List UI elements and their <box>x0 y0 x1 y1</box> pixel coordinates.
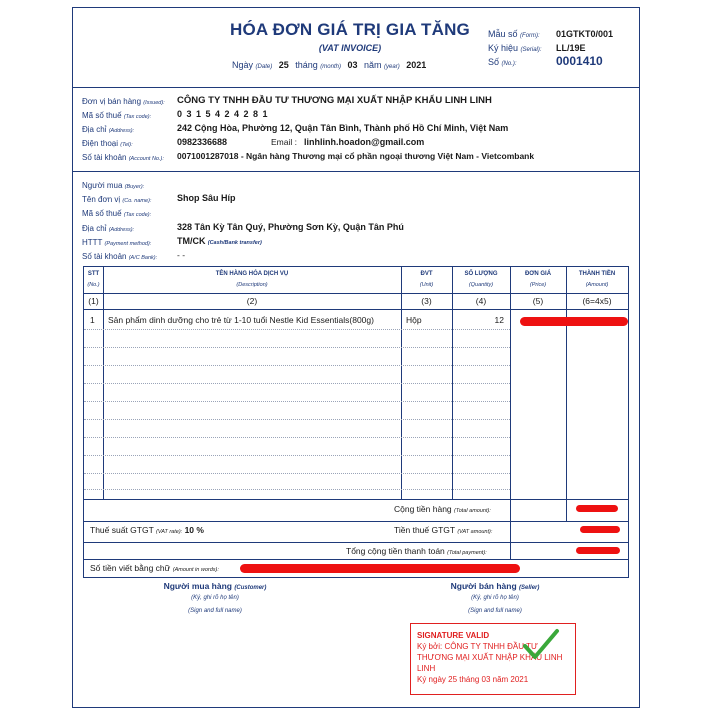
vat-rate-value: 10 % <box>184 525 204 535</box>
seller-divider <box>73 171 639 172</box>
th-amount-en: (Amount) <box>585 282 609 288</box>
redaction-mark <box>520 317 628 326</box>
buyer-company-label: Tên đơn vị <box>82 195 121 204</box>
redaction-mark <box>576 547 620 554</box>
date-label-en: (Date) <box>255 64 273 70</box>
total-label-text: Tổng cộng tiền thanh toán <box>346 546 445 556</box>
th-amount <box>566 271 628 288</box>
invoice-date <box>232 60 430 70</box>
colnum-1: (1) <box>88 296 99 306</box>
vat-amount-label-text: Tiền thuế GTGT <box>394 525 455 535</box>
year-label: năm <box>364 60 382 70</box>
vat-line <box>84 521 628 522</box>
header-divider <box>73 87 639 88</box>
buyer-payment-value-row <box>177 236 262 246</box>
row-dotline <box>84 437 510 438</box>
th-price-en: (Price) <box>529 282 547 288</box>
buyer-payment-label-en: (Payment method): <box>104 241 152 247</box>
serial-label-en: (Serial): <box>520 47 542 53</box>
seller-account-row <box>82 153 164 162</box>
th-price-vi: ĐƠN GIÁ <box>524 271 552 277</box>
form-value: 01GTKT0/001 <box>556 29 614 39</box>
check-icon <box>522 628 560 662</box>
buyer-account-label: Số tài khoản <box>82 252 127 261</box>
seller-account-value-row <box>177 151 534 161</box>
redaction-mark <box>240 564 520 573</box>
item-description: Sản phẩm dinh dưỡng cho trẻ từ 1-10 tuổi Nestle Kid Essentials(800g) <box>108 315 374 325</box>
no-label <box>488 57 517 67</box>
row-dotline <box>84 419 510 420</box>
seller-address-value: 242 Cộng Hòa, Phường 12, Quận Tân Bình, Thành phố Hồ Chí Minh, Việt Nam <box>177 123 509 133</box>
seller-account-label: Số tài khoản <box>82 153 127 162</box>
buyer-tax-label: Mã số thuế <box>82 209 122 218</box>
th-unit-en: (Unit) <box>419 282 434 288</box>
serial-label-text: Ký hiệu <box>488 43 519 53</box>
row-dotline <box>84 383 510 384</box>
seller-phone-row <box>82 139 133 148</box>
seller-unit-row <box>82 97 165 106</box>
row-dotline <box>84 401 510 402</box>
buyer-company-label-en: (Co. name): <box>122 198 152 204</box>
stamp-signed-by: Ký bởi: CÔNG TY TNHH ĐẦU TƯ THƯƠNG MẠI XUẤT NHẬP KHẨU LINH LINH <box>417 642 563 673</box>
buyer-payment-row <box>82 238 151 247</box>
date-month: 03 <box>347 60 358 70</box>
item-quantity: 12 <box>494 315 504 325</box>
date-label: Ngày <box>232 60 254 70</box>
seller-sign-hint-en: (Sign and full name) <box>468 608 522 614</box>
th-no-en: (No.) <box>87 282 100 288</box>
buyer-address-label: Địa chỉ <box>82 224 107 233</box>
buyer-signature-title-en: (Customer) <box>234 585 267 591</box>
col-divider <box>510 521 511 542</box>
invoice-subtitle: (VAT INVOICE) <box>318 43 382 53</box>
words-label-en: (Amount in words): <box>172 567 219 573</box>
total-label-en: (Total payment): <box>447 550 487 556</box>
th-quantity-vi: SỐ LƯỢNG <box>464 271 498 277</box>
seller-address-label-en: (Address): <box>108 128 135 134</box>
row-dotline <box>84 329 510 330</box>
colnum-5: (5) <box>532 296 544 306</box>
invoice-title: HÓA ĐƠN GIÁ TRỊ GIA TĂNG <box>230 20 470 39</box>
col-divider <box>510 542 511 559</box>
stamp-title: SIGNATURE VALID <box>417 631 490 640</box>
subtotal-label-text: Cộng tiền hàng <box>394 504 452 514</box>
row-dotline <box>84 347 510 348</box>
buyer-tax-row <box>82 209 151 218</box>
words-label <box>90 563 219 573</box>
buyer-row <box>82 181 144 190</box>
seller-email-value-row <box>304 137 424 147</box>
buyer-address-label-en: (Address): <box>108 227 135 233</box>
redaction-mark <box>576 505 618 512</box>
colnum-3: (3) <box>421 296 432 306</box>
date-year: 2021 <box>406 60 427 70</box>
subtotal-label <box>394 504 491 514</box>
stamp-signed-date: Ký ngày 25 tháng 03 năm 2021 <box>417 675 529 684</box>
row-dotline <box>84 473 510 474</box>
seller-phone-label: Điện thoại <box>82 139 119 148</box>
seller-address-label: Địa chỉ <box>82 125 107 134</box>
buyer-address-value-row <box>177 222 404 232</box>
buyer-account-row <box>82 252 157 261</box>
seller-tax-row <box>82 111 151 120</box>
seller-unit-label: Đơn vị bán hàng <box>82 97 142 106</box>
buyer-sign-hint: (Ký, ghi rõ họ tên) <box>191 595 239 601</box>
vat-amount-label-en: (VAT amount): <box>457 529 493 535</box>
colnum-4: (4) <box>475 296 487 306</box>
seller-address-row <box>82 125 134 134</box>
th-amount-vi: THÀNH TIỀN <box>578 271 616 277</box>
buyer-payment-value-en: (Cash/Bank transfer) <box>207 240 262 246</box>
month-label: tháng <box>295 60 318 70</box>
words-line <box>84 559 628 560</box>
seller-phone-value-row <box>177 137 227 147</box>
seller-tax-value-row <box>177 109 269 119</box>
words-label-text: Số tiền viết bằng chữ <box>90 563 171 573</box>
seller-email-row <box>271 137 297 147</box>
th-no-vi: STT <box>87 271 100 277</box>
th-unit <box>401 271 452 288</box>
buyer-label-en: (Buyer): <box>124 184 145 190</box>
seller-signature-title-text: Người bán hàng <box>450 581 517 591</box>
vat-amount-label <box>394 525 492 535</box>
seller-tax-label-en: (Tax code): <box>123 114 152 120</box>
subtotal-label-en: (Total amount): <box>454 508 491 514</box>
buyer-label: Người mua <box>82 181 123 190</box>
buyer-address-value: 328 Tân Kỳ Tân Quý, Phường Sơn Kỳ, Quận Tân Phú <box>177 222 404 232</box>
row-dotline <box>84 365 510 366</box>
total-line <box>84 542 628 543</box>
seller-unit-label-en: (Issued): <box>143 100 165 106</box>
date-day: 25 <box>278 60 289 70</box>
item-unit: Hộp <box>406 315 422 325</box>
th-unit-vi: ĐVT <box>420 271 433 277</box>
buyer-payment-label: HTTT <box>82 238 103 247</box>
year-label-en: (year) <box>384 64 400 70</box>
month-label-en: (month) <box>320 64 341 70</box>
subtotal-line <box>84 499 628 500</box>
form-label <box>488 29 540 39</box>
invoice-number: 0001410 <box>556 54 603 68</box>
th-no <box>84 271 103 288</box>
seller-email-label: Email : <box>271 137 297 147</box>
seller-phone-label-en: (Tel): <box>120 142 133 148</box>
buyer-tax-label-en: (Tax code): <box>123 212 152 218</box>
buyer-signature-title-text: Người mua hàng <box>163 581 232 591</box>
seller-phone-value: 0982336688 <box>177 137 228 147</box>
seller-signature-title <box>420 581 570 591</box>
buyer-account-value-row <box>177 250 185 260</box>
seller-sign-hint: (Ký, ghi rõ họ tên) <box>471 595 519 601</box>
redaction-mark <box>580 526 620 533</box>
vat-rate-label-en: (VAT rate): <box>156 529 183 535</box>
buyer-account-label-en: (A/C Bank): <box>128 255 158 261</box>
seller-account-label-en: (Account No.): <box>128 156 164 162</box>
colnum-line <box>84 309 628 310</box>
no-label-text: Số <box>488 57 500 67</box>
th-quantity <box>452 271 510 288</box>
header-line <box>84 293 628 294</box>
seller-account-value: 0071001287018 - Ngân hàng Thương mại cổ phần ngoại thương Việt Nam - Vietcombank <box>177 151 535 161</box>
items-table <box>83 266 629 578</box>
no-label-en: (No.): <box>501 61 517 67</box>
buyer-address-row <box>82 224 134 233</box>
serial-value: LL/19E <box>556 43 586 53</box>
th-description-vi: TÊN HÀNG HÓA DỊCH VỤ <box>215 271 289 277</box>
form-label-text: Mẫu số <box>488 29 518 39</box>
row-dotline <box>84 489 510 490</box>
seller-tax-label: Mã số thuế <box>82 111 122 120</box>
seller-unit-value: CÔNG TY TNHH ĐẦU TƯ THƯƠNG MẠI XUẤT NHẬP KHẨU LINH LINH <box>177 95 492 106</box>
buyer-company-value-row <box>177 193 236 203</box>
seller-tax-value: 0 3 1 5 4 2 4 2 8 1 <box>177 109 269 119</box>
seller-unit-value-row <box>177 95 492 106</box>
th-quantity-en: (Quantity) <box>468 282 494 288</box>
seller-email-value: linhlinh.hoadon@gmail.com <box>304 137 425 147</box>
th-price <box>510 271 566 288</box>
vat-rate-label <box>90 525 204 535</box>
buyer-account-value: - - <box>177 250 186 260</box>
colnum-2: (2) <box>246 296 258 306</box>
form-label-en: (Form): <box>520 33 540 39</box>
th-description <box>103 271 401 288</box>
th-description-en: (Description) <box>236 282 268 288</box>
colnum-6: (6=4x5) <box>582 296 612 306</box>
buyer-company-row <box>82 195 151 204</box>
seller-address-value-row <box>177 123 508 133</box>
buyer-company-value: Shop Sâu Híp <box>177 193 236 203</box>
buyer-signature-title <box>140 581 290 591</box>
serial-label <box>488 43 542 53</box>
seller-signature-title-en: (Seller) <box>519 585 540 591</box>
total-label <box>346 546 487 556</box>
vat-rate-label-text: Thuế suất GTGT <box>90 525 154 535</box>
row-dotline <box>84 455 510 456</box>
buyer-payment-value: TM/CK <box>177 236 206 246</box>
buyer-sign-hint-en: (Sign and full name) <box>188 608 242 614</box>
item-no: 1 <box>90 315 95 325</box>
